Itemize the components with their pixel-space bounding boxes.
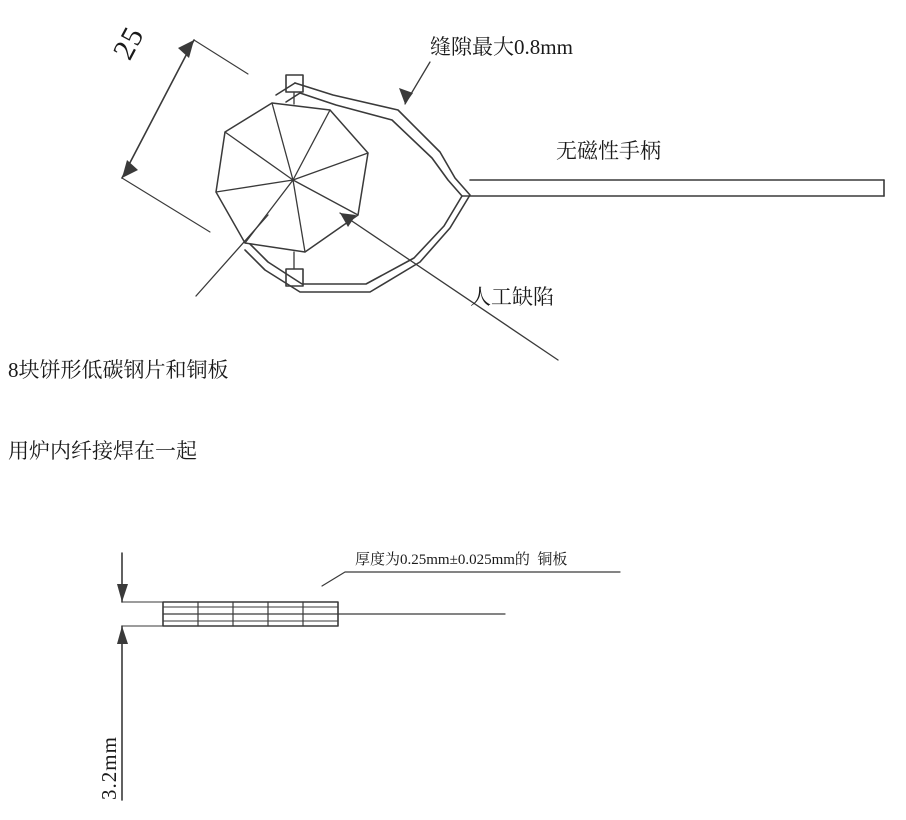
nonmagnetic-handle [462, 180, 884, 196]
pie-segment-lines [216, 103, 368, 252]
label-plate-stack-line2: 用炉内纤接焊在一起 [8, 439, 197, 464]
label-gap: 缝隙最大0.8mm [430, 35, 573, 59]
label-artificial-defect: 人工缺陷 [470, 285, 554, 309]
leader-thickness [322, 572, 620, 586]
dimension-label-3-2mm: 3.2mm [97, 736, 121, 800]
leader-gap [399, 62, 430, 104]
leader-stack [196, 215, 268, 296]
label-nonmagnetic-handle: 无磁性手柄 [556, 139, 661, 163]
holder-outer-frame [245, 83, 470, 292]
label-copper-thickness: 厚度为0.25mm±0.025mm的 铜板 [355, 552, 568, 568]
side-view-plate [163, 602, 505, 626]
label-plate-stack-line1: 8块饼形低碳钢片和铜板 [8, 357, 229, 382]
dimension-label-25: 25 [106, 21, 151, 65]
label-plate-stack [8, 302, 229, 520]
dimension-25 [122, 40, 248, 232]
dimension-3-2mm [117, 553, 170, 800]
